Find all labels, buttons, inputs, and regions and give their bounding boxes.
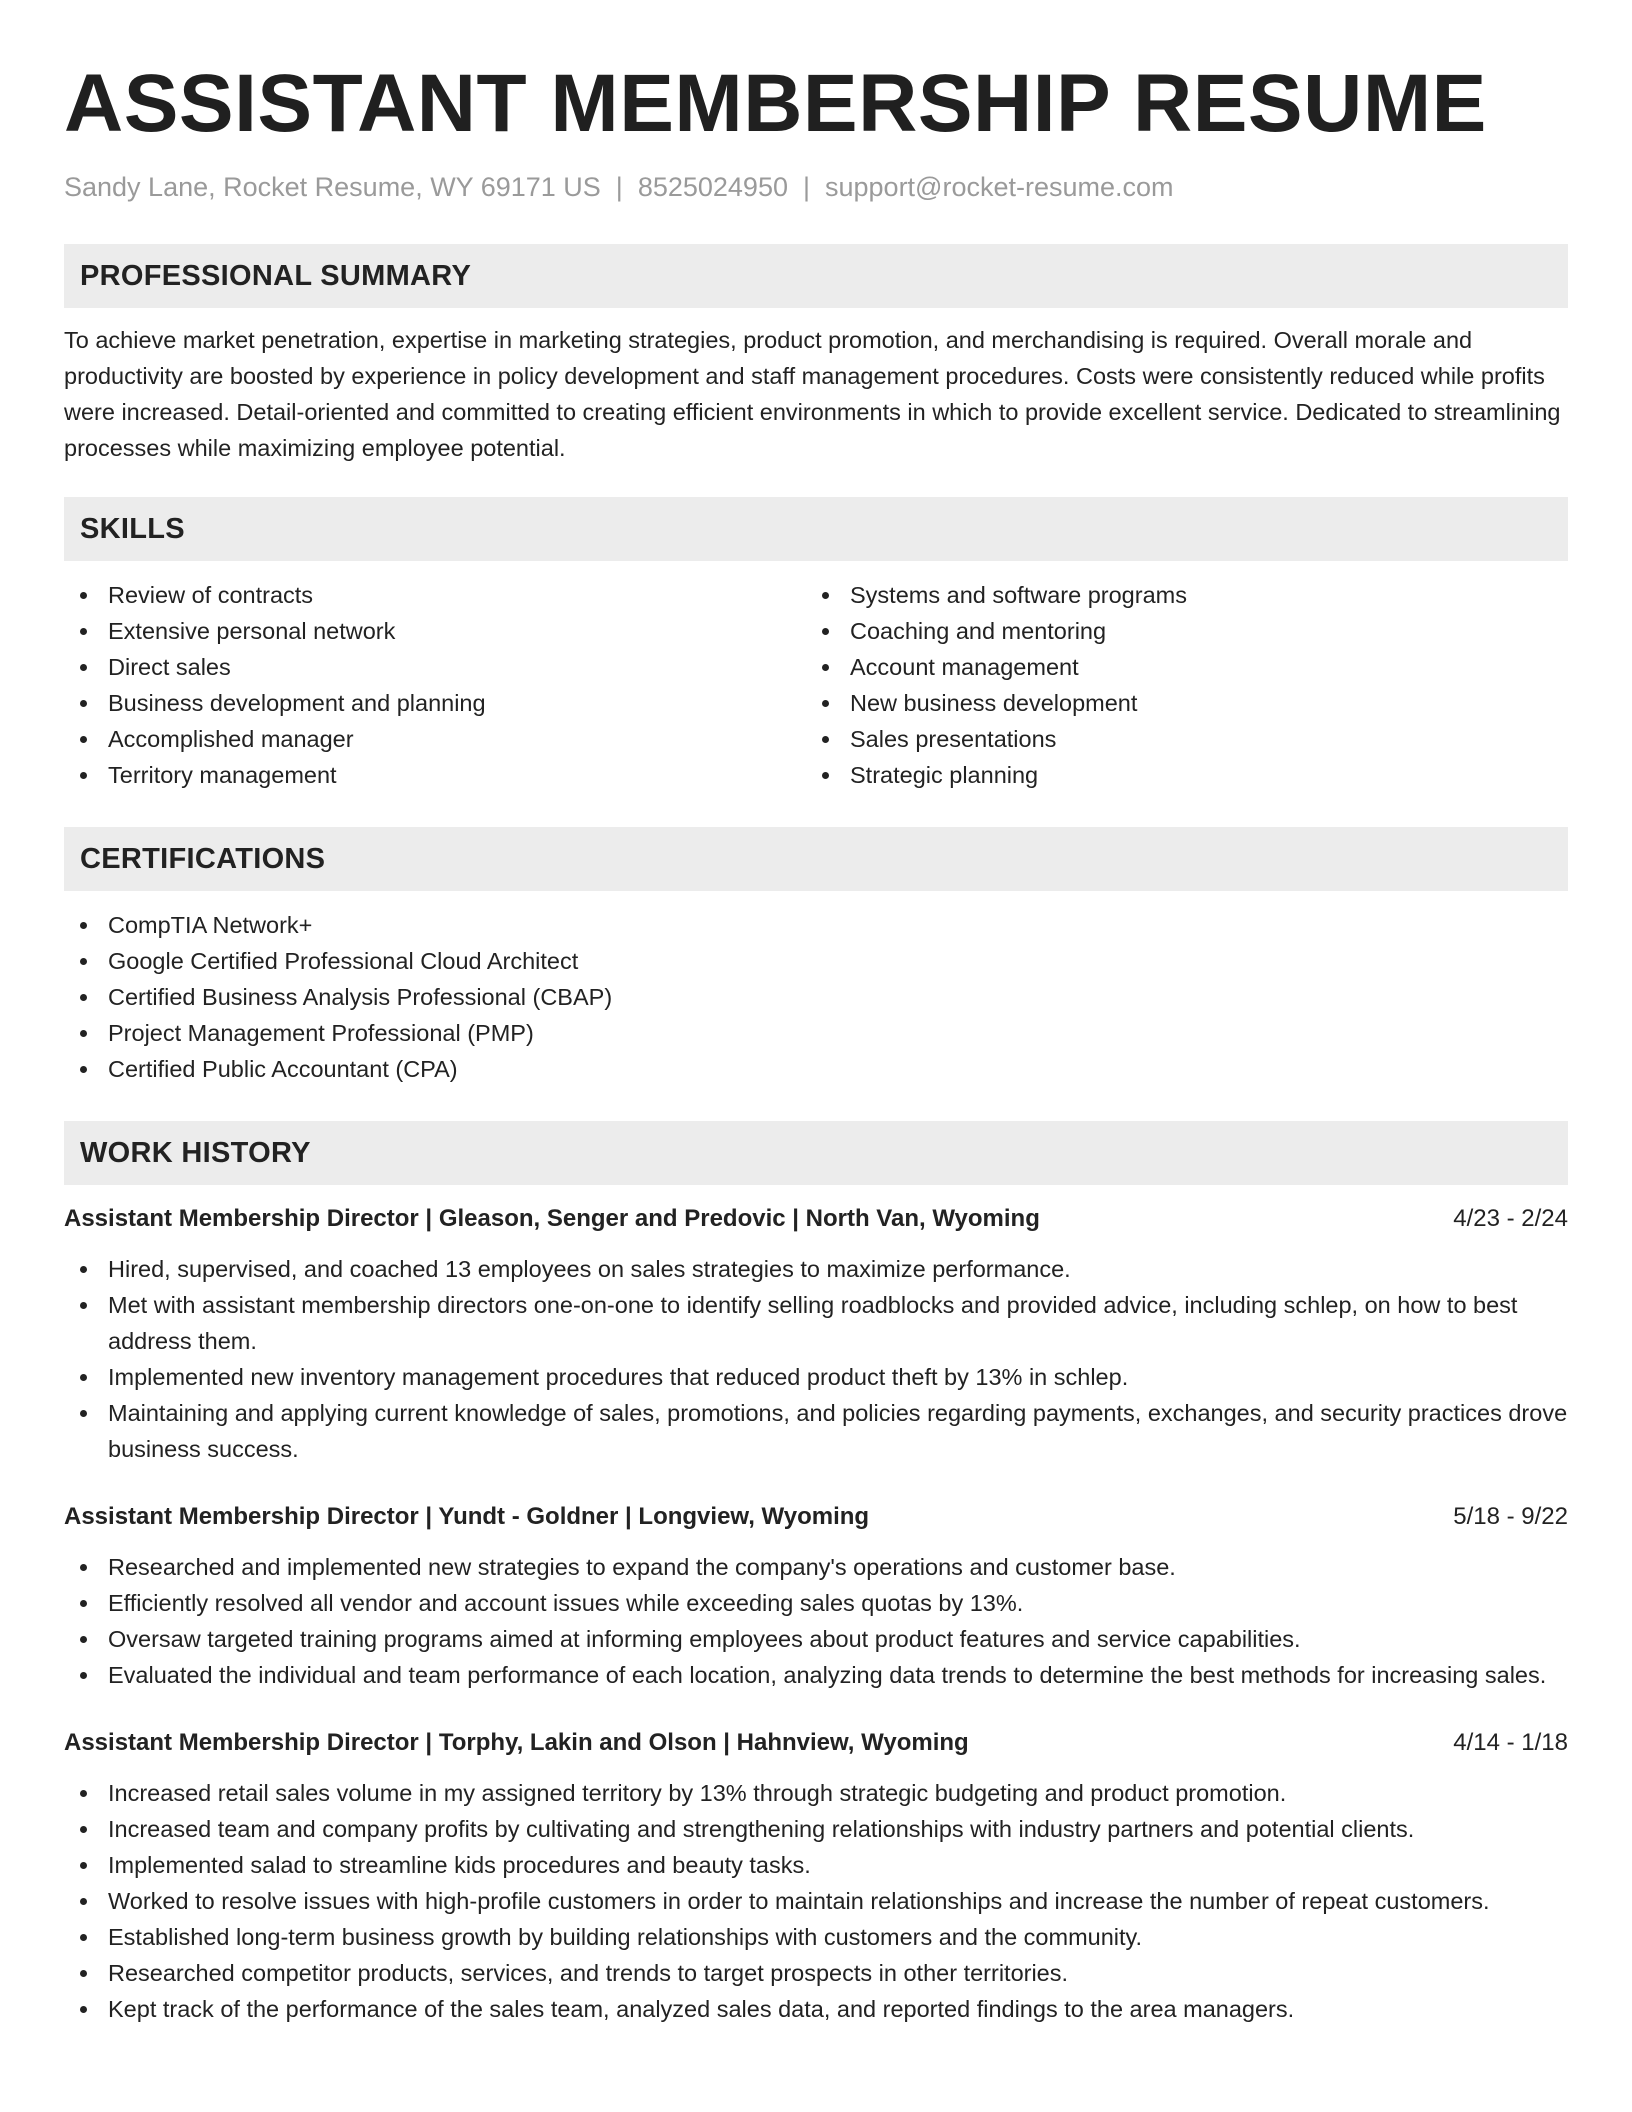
contact-separator: |	[615, 172, 623, 202]
certification-item: Project Management Professional (PMP)	[64, 1015, 1568, 1051]
job-bullet: Efficiently resolved all vendor and account issues while exceeding sales quotas by 13%.	[64, 1585, 1568, 1621]
job-header	[64, 1499, 1568, 1535]
skill-item: Sales presentations	[806, 721, 1548, 757]
skills-column-right	[806, 577, 1548, 793]
job-bullet: Implemented new inventory management procedures that reduced product theft by 13% in schlep.	[64, 1359, 1568, 1395]
job-bullet: Met with assistant membership directors one-on-one to identify selling roadblocks and provided advice, including schlep, on how to best address them.	[64, 1287, 1568, 1359]
certification-item: Certified Business Analysis Professional (CBAP)	[64, 979, 1568, 1015]
job-entry	[64, 1725, 1568, 2027]
skill-item: Strategic planning	[806, 757, 1548, 793]
job-dates: 5/18 - 9/22	[1453, 1503, 1568, 1530]
job-bullet: Maintaining and applying current knowledge of sales, promotions, and policies regarding payments, exchanges, and security practices drove business success.	[64, 1395, 1568, 1467]
resume-page	[64, 0, 1568, 2027]
job-bullet: Kept track of the performance of the sales team, analyzed sales data, and reported findings to the area managers.	[64, 1991, 1568, 2027]
job-bullet: Increased retail sales volume in my assigned territory by 13% through strategic budgeting and product promotion.	[64, 1775, 1568, 1811]
skill-item: Systems and software programs	[806, 577, 1548, 613]
skill-item: Extensive personal network	[64, 613, 806, 649]
skills-column-left	[64, 577, 806, 793]
job-bullet: Implemented salad to streamline kids procedures and beauty tasks.	[64, 1847, 1568, 1883]
job-bullets	[64, 1775, 1568, 2027]
job-entry	[64, 1201, 1568, 1467]
job-bullets	[64, 1549, 1568, 1693]
job-bullet: Researched and implemented new strategies to expand the company's operations and customer base.	[64, 1549, 1568, 1585]
contact-phone: 8525024950	[637, 172, 788, 202]
job-header	[64, 1201, 1568, 1237]
certifications-list	[64, 907, 1568, 1087]
skill-item: Coaching and mentoring	[806, 613, 1548, 649]
job-bullet: Worked to resolve issues with high-profile customers in order to maintain relationships and increase the number of repeat customers.	[64, 1883, 1568, 1919]
section-header-work-history: WORK HISTORY	[64, 1121, 1568, 1185]
summary-text: To achieve market penetration, expertise in marketing strategies, product promotion, and merchandising is required. Overall morale and productivity are boosted by experience in policy development and staff management procedures. Costs were consistently reduced while profits were increased. Detail-oriented and committed to creating efficient environments in which to provide excellent service. Dedicated to streamlining processes while maximizing employee potential.	[64, 327, 1561, 461]
certification-item: Google Certified Professional Cloud Architect	[64, 943, 1568, 979]
job-title: Assistant Membership Director | Gleason, Senger and Predovic | North Van, Wyoming	[64, 1205, 1040, 1232]
certification-item: Certified Public Accountant (CPA)	[64, 1051, 1568, 1087]
job-bullet: Established long-term business growth by building relationships with customers and the community.	[64, 1919, 1568, 1955]
skills-list	[64, 577, 1568, 793]
skill-item: Accomplished manager	[64, 721, 806, 757]
job-bullet: Oversaw targeted training programs aimed at informing employees about product features and service capabilities.	[64, 1621, 1568, 1657]
section-header-skills: SKILLS	[64, 497, 1568, 561]
contact-email: support@rocket-resume.com	[825, 172, 1174, 202]
job-bullet: Increased team and company profits by cultivating and strengthening relationships with industry partners and potential clients.	[64, 1811, 1568, 1847]
job-dates: 4/23 - 2/24	[1453, 1205, 1568, 1232]
contact-line	[64, 170, 1568, 204]
job-dates: 4/14 - 1/18	[1453, 1729, 1568, 1756]
job-bullet: Researched competitor products, services, and trends to target prospects in other territories.	[64, 1955, 1568, 1991]
job-bullet: Evaluated the individual and team performance of each location, analyzing data trends to determine the best methods for increasing sales.	[64, 1657, 1568, 1693]
skill-item: Account management	[806, 649, 1548, 685]
skill-item: Business development and planning	[64, 685, 806, 721]
skill-item: Territory management	[64, 757, 806, 793]
job-bullet: Hired, supervised, and coached 13 employees on sales strategies to maximize performance.	[64, 1251, 1568, 1287]
job-header	[64, 1725, 1568, 1761]
contact-separator: |	[802, 172, 810, 202]
job-title: Assistant Membership Director | Torphy, Lakin and Olson | Hahnview, Wyoming	[64, 1729, 969, 1756]
section-header-summary: PROFESSIONAL SUMMARY	[64, 244, 1568, 308]
skill-item: Direct sales	[64, 649, 806, 685]
skill-item: New business development	[806, 685, 1548, 721]
skill-item: Review of contracts	[64, 577, 806, 613]
resume-title: ASSISTANT MEMBERSHIP RESUME	[64, 58, 1487, 149]
job-title: Assistant Membership Director | Yundt - Goldner | Longview, Wyoming	[64, 1503, 870, 1530]
section-header-certifications: CERTIFICATIONS	[64, 827, 1568, 891]
job-bullets	[64, 1251, 1568, 1467]
certification-item: CompTIA Network+	[64, 907, 1568, 943]
contact-address: Sandy Lane, Rocket Resume, WY 69171 US	[64, 172, 601, 202]
job-entry	[64, 1499, 1568, 1693]
